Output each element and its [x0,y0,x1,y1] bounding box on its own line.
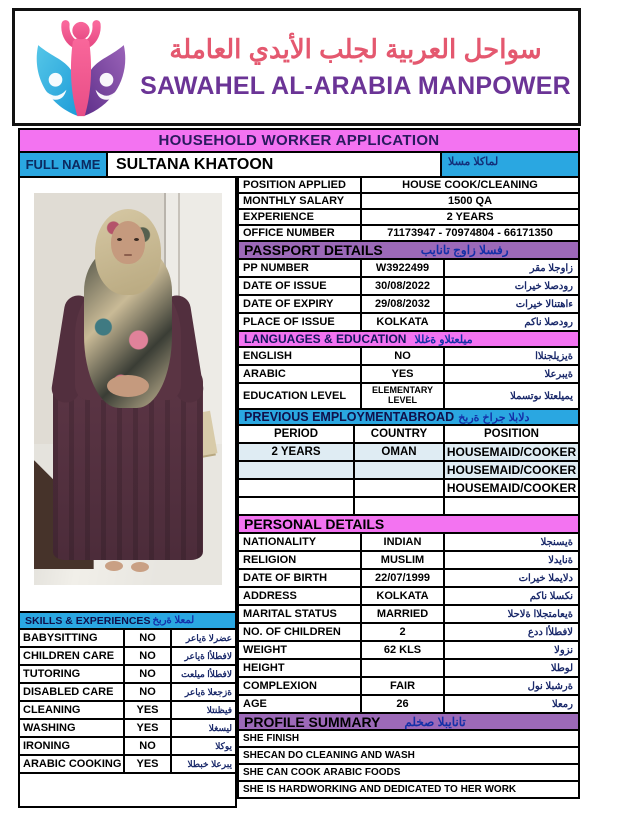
skill-label: CHILDREN CARE [20,648,125,664]
form-title-banner: HOUSEHOLD WORKER APPLICATION [18,128,580,153]
skills-title-arabic: لمعلا ةربخ [152,615,195,626]
skill-row [18,646,237,666]
employment-country [355,498,445,514]
employment-period [239,462,355,478]
field-label: DATE OF ISSUE [239,278,362,294]
skill-label-arabic: ةزجعلا ةياعر [184,686,232,697]
profile-summary-line: SHE CAN COOK ARABIC FOODS [237,763,580,782]
personal-section-banner [237,514,580,534]
profile-summary-line: SHE IS HARDWORKING AND DEDICATED TO HER WORK [237,780,580,799]
personal-row [237,550,580,570]
field-label: COMPLEXION [239,678,362,694]
employment-position [445,498,578,514]
field-label-arabic: ءاهتنالا خيرات [515,298,573,310]
field-label-arabic: ةنايدلا [548,554,573,566]
field-label-arabic: رودصلا خيرات [514,280,573,292]
profile-title: PROFILE SUMMARY [244,713,381,730]
full-name-label: FULL NAME [20,153,108,176]
info-label: OFFICE NUMBER [239,226,362,240]
employment-period [239,498,355,514]
personal-row [237,568,580,588]
personal-row [237,532,580,552]
skills-title: SKILLS & EXPERIENCES [25,614,151,627]
skill-value: YES [125,702,172,718]
employment-country [355,480,445,496]
info-value: 71173947 - 70974804 - 66171350 [387,227,553,239]
applicant-mouth [124,254,132,256]
skill-label: WASHING [20,720,125,736]
field-label-arabic: رودصلا ناكم [524,316,573,328]
field-label-arabic: دلايملا خيرات [518,572,573,584]
field-label: RELIGION [239,552,362,568]
info-row [237,224,580,242]
field-label: DATE OF EXPIRY [239,296,362,312]
employment-header-row [237,424,580,444]
full-name-value: SULTANA KHATOON [116,155,274,173]
field-label: PLACE OF ISSUE [239,314,362,330]
passport-row [237,312,580,332]
field-value: 62 KLS [362,642,445,658]
field-value [362,660,445,676]
field-label-arabic: لوطلا [550,662,573,674]
employment-period [239,480,355,496]
passport-section-banner [237,240,580,260]
skill-value: NO [125,630,172,646]
skill-row [18,718,237,738]
personal-row [237,658,580,678]
passport-title-arabic: رفسلا زاوج تانايب [420,243,509,257]
company-titles [139,34,578,101]
info-row [237,176,580,194]
passport-row [237,294,580,314]
field-value: 22/07/1999 [362,570,445,586]
skill-value: NO [125,648,172,664]
skill-row [18,664,237,684]
employment-title: PREVIOUS EMPLOYMENTABROAD [244,410,455,424]
info-row [237,208,580,226]
letterhead [12,8,581,126]
skill-row-empty [18,772,237,808]
photo-cell [18,176,237,613]
field-value: MARRIED [362,606,445,622]
field-value: ELEMENTARY LEVEL [362,384,445,408]
skill-label: CLEANING [20,702,125,718]
personal-row [237,640,580,660]
skill-label-arabic: لافطلأا ميلعت [181,668,232,679]
skill-label: DISABLED CARE [20,684,125,700]
field-label: PP NUMBER [239,260,362,276]
field-value: 29/08/2032 [362,296,445,312]
personal-row [237,586,580,606]
info-label: EXPERIENCE [239,210,362,224]
field-label-arabic: نزولا [554,644,573,656]
field-label: ADDRESS [239,588,362,604]
right-column [237,176,580,799]
personal-row [237,604,580,624]
applicant-hands [107,375,149,397]
passport-title: PASSPORT DETAILS [244,242,383,258]
employment-position: HOUSEMAID/COOKER [446,463,577,477]
skill-label: ARABIC COOKING [20,756,125,772]
field-label-arabic: رمعلا [552,698,573,710]
info-label: POSITION APPLIED [239,178,362,192]
employment-row [237,478,580,498]
field-value: INDIAN [362,534,445,550]
skill-label-arabic: يوكلا [215,740,232,751]
employment-title-arabic: دلابلا جراخ ةربخ [458,411,530,424]
personal-row [237,676,580,696]
field-label-arabic: ةيزيلجنلاا [535,350,573,362]
field-value: W3922499 [362,260,445,276]
field-label: WEIGHT [239,642,362,658]
employment-position: HOUSEMAID/COOKER [446,481,577,495]
employment-country: OMAN [355,444,445,460]
language-row [237,364,580,384]
skill-label: IRONING [20,738,125,754]
skill-label: BABYSITTING [20,630,125,646]
skill-row [18,682,237,702]
applicant-photo [34,193,222,585]
field-value: KOLKATA [362,588,445,604]
field-label: HEIGHT [239,660,362,676]
skill-label: TUTORING [20,666,125,682]
skill-label-arabic: يبرعلا خبطلا [187,758,232,769]
skill-label-arabic: فيظنتلا [206,704,232,715]
field-value: 30/08/2022 [362,278,445,294]
skill-label-arabic: لافطلأا ةياعر [184,650,232,661]
profile-summary-line: SHE FINISH [237,729,580,748]
field-value: 2 [362,624,445,640]
left-column [18,176,237,808]
field-value: NO [362,348,445,364]
profile-summary-line: SHECAN DO CLEANING AND WASH [237,746,580,765]
field-label: NO. OF CHILDREN [239,624,362,640]
field-label: NATIONALITY [239,534,362,550]
applicant-foot [105,561,123,571]
languages-title: LANGUAGES & EDUCATION [244,332,407,346]
info-value: 2 YEARS [446,211,494,223]
field-value: KOLKATA [362,314,445,330]
skill-label-arabic: عضرلا ةياعر [185,632,232,643]
field-label-arabic: نكسلا ناكم [529,590,573,602]
language-row [237,346,580,366]
info-row [237,192,580,210]
column-header: POSITION [484,428,539,440]
field-value: YES [362,366,445,382]
skill-row [18,736,237,756]
skill-value: NO [125,666,172,682]
field-label-arabic: ةيعامتجلاا ةلاحلا [507,608,573,620]
full-name-row [18,151,580,178]
employment-row [237,496,580,516]
employment-position: HOUSEMAID/COOKER [446,445,577,459]
field-label-arabic: ةرشبلا نول [527,680,573,692]
personal-row [237,622,580,642]
company-name-english: SAWAHEL AL-ARABIA MANPOWER [140,71,571,100]
applicant-face [111,221,145,264]
field-label: EDUCATION LEVEL [239,384,362,408]
info-value: 1500 QA [447,195,493,207]
field-label-arabic: ةيسنجلا [540,536,573,548]
employment-row [237,460,580,480]
passport-row [237,276,580,296]
field-label: ARABIC [239,366,362,382]
field-value: 26 [362,696,445,712]
field-label-arabic: زاوجلا مقر [529,262,573,274]
skill-value: YES [125,756,172,772]
field-label-arabic: لافطلأا ددع [527,626,573,638]
field-label-arabic: ةيبرعلا [544,368,573,380]
employment-row [237,442,580,462]
skill-value: NO [125,738,172,754]
field-value: MUSLIM [362,552,445,568]
skill-row [18,700,237,720]
column-header: PERIOD [239,426,355,442]
skill-row [18,628,237,648]
employment-period: 2 YEARS [239,444,355,460]
skill-label-arabic: ليسغلا [208,722,232,733]
skill-row [18,754,237,774]
languages-title-arabic: ميلعتلاو ةغللا [414,333,473,346]
skill-value: NO [125,684,172,700]
field-label: MARITAL STATUS [239,606,362,622]
employment-country [355,462,445,478]
skill-value: YES [125,720,172,736]
field-label: DATE OF BIRTH [239,570,362,586]
language-row [237,382,580,410]
field-label: ENGLISH [239,348,362,364]
personal-row [237,694,580,714]
company-logo-icon [23,16,139,118]
column-header: COUNTRY [355,426,445,442]
personal-title: PERSONAL DETAILS [244,516,385,532]
info-label: MONTHLY SALARY [239,194,362,208]
full-name-label-arabic: لماكلا مسلا [440,153,578,176]
field-label: AGE [239,696,362,712]
employment-section-banner [237,408,580,426]
passport-row [237,258,580,278]
field-label-arabic: يميلعتلا ىوتسملا [510,390,573,402]
field-value: FAIR [362,678,445,694]
info-value: HOUSE COOK/CLEANING [402,179,538,191]
profile-title-arabic: تانايبلا صخلم [404,714,466,729]
company-name-arabic: سواحل العربية لجلب الأيدي العاملة [169,33,542,64]
